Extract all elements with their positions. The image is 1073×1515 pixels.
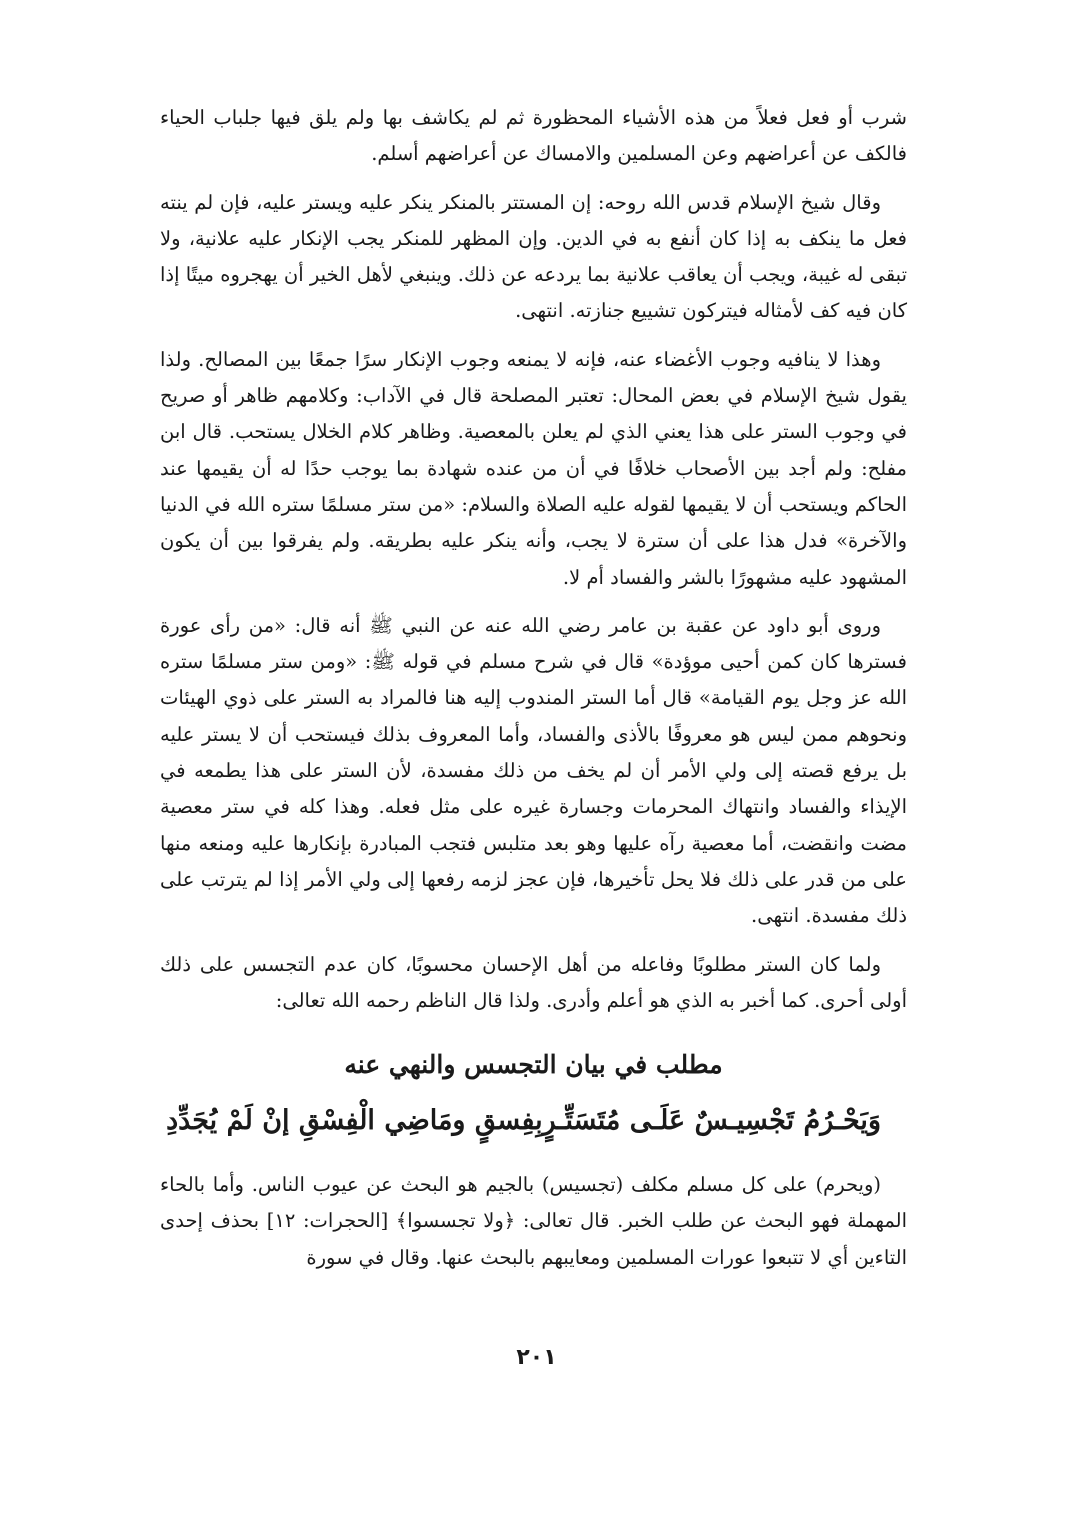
verse-second-hemistich: بِفِسقٍ ومَاضِي الْفِسْقِ إنْ لَمْ يُجَدِّدِ xyxy=(166,1105,543,1137)
paragraph-4: وروى أبو داود عن عقبة بن عامر رضي الله عنه عن النبي ﷺ أنه قال: «من رأى عورة فسترها كان كمن أحيى موؤدة» قال في شرح مسلم في قوله ﷺ: «ومن ستر مسلمًا ستره الله عز وجل يوم القيامة» قال أما الستر المندوب إليه هنا فالمراد به الستر على ذوي الهيئات ونحوهم ممن ليس هو معروفًا بالأذى والفساد، وأما المعروف بذلك فيستحب أن لا يستر عليه بل يرفع قصته إلى ولي الأمر أن لم يخف من ذلك مفسدة، لأن الستر على هذا يطمعه في الإيذاء والفساد وانتهاك المحرمات وجسارة غيره على مثل فعله. وهذا كله في ستر معصية مضت وانقضت، أما معصية رآه عليها وهو بعد متلبس فتجب المبادرة بإنكارها عليه ومنعه منها على من قدر على ذلك فلا يحل تأخيرها، فإن عجز لزمه رفعها إلى ولي الأمر إذا لم يترتب على ذلك مفسدة. انتهى. xyxy=(160,613,907,928)
paragraph-2: وقال شيخ الإسلام قدس الله روحه: إن المستتر بالمنكر ينكر عليه ويستر عليه، فإن لم ينته فعل ما ينكف به إذا كان أنفع به في الدين. وإن المظهر للمنكر يجب الإنكار عليه علانية، ولا تبقى له غيبة، ويجب أن يعاقب علانية بما يردعه عن ذلك. وينبغي لأهل الخير أن يهجروه ميتًا إذا كان فيه كف لأمثاله فيتركون تشييع جنازته. انتهى. xyxy=(160,190,907,323)
commentary-paragraph: (ويحرم) على كل مسلم مكلف (تجسيس) بالجيم هو البحث عن عيوب الناس. وأما بالحاء المهملة فهو البحث عن طلب الخبر. قال تعالى: ﴿ولا تجسسوا﴾ [الحجرات: ١٢] بحذف إحدى التاءين أي لا تتبعوا عورات المسلمين ومعايبهم بالبحث عنها. وقال في سورة xyxy=(160,1173,907,1269)
page-number: ٢٠١ xyxy=(516,1345,557,1370)
poem-verse xyxy=(166,1099,881,1143)
verse-first-hemistich: وَيَحْـرُمُ تَجْسِيـسٌ عَلَـى مُتَسَتِّـرٍ xyxy=(542,1105,881,1137)
section-heading: مطلب في بيان التجسس والنهي عنه xyxy=(344,1050,723,1080)
paragraph-1: شرب أو فعل فعلاً من هذه الأشياء المحظورة ثم لم يكاشف بها ولم يلق فيها جلباب الحياء فالكف عن أعراضهم وعن المسلمين والامساك عن أعراضهم أسلم. xyxy=(160,106,907,166)
paragraph-3: وهذا لا ينافيه وجوب الأغضاء عنه، فإنه لا يمنعه وجوب الإنكار سرًا جمعًا بين المصالح. ولذا يقول شيخ الإسلام في بعض المحال: تعتبر المصلحة قال في الآداب: وكلامهم ظاهر أو صريح في وجوب الستر على هذا يعني الذي لم يعلن بالمعصية. وظاهر كلام الخلال يستحب. قال ابن مفلح: ولم أجد بين الأصحاب خلافًا في أن من عنده شهادة بما يوجب حدًا له أن يقيمها عند الحاكم ويستحب أن لا يقيمها لقوله عليه الصلاة والسلام: «من ستر مسلمًا ستره الله في الدنيا والآخرة» فدل هذا على أن سترة لا يجب، وأنه ينكر عليه بطريقه. ولم يفرقوا بين أن يكون المشهود عليه مشهورًا بالشر والفساد أم لا. xyxy=(160,347,907,589)
paragraph-5: ولما كان الستر مطلوبًا وفاعله من أهل الإحسان محسوبًا، كان عدم التجسس على ذلك أولى أحرى. كما أخبر به الذي هو أعلم وأدرى. ولذا قال الناظم رحمه الله تعالى: xyxy=(160,952,907,1012)
page-body xyxy=(160,100,907,1288)
